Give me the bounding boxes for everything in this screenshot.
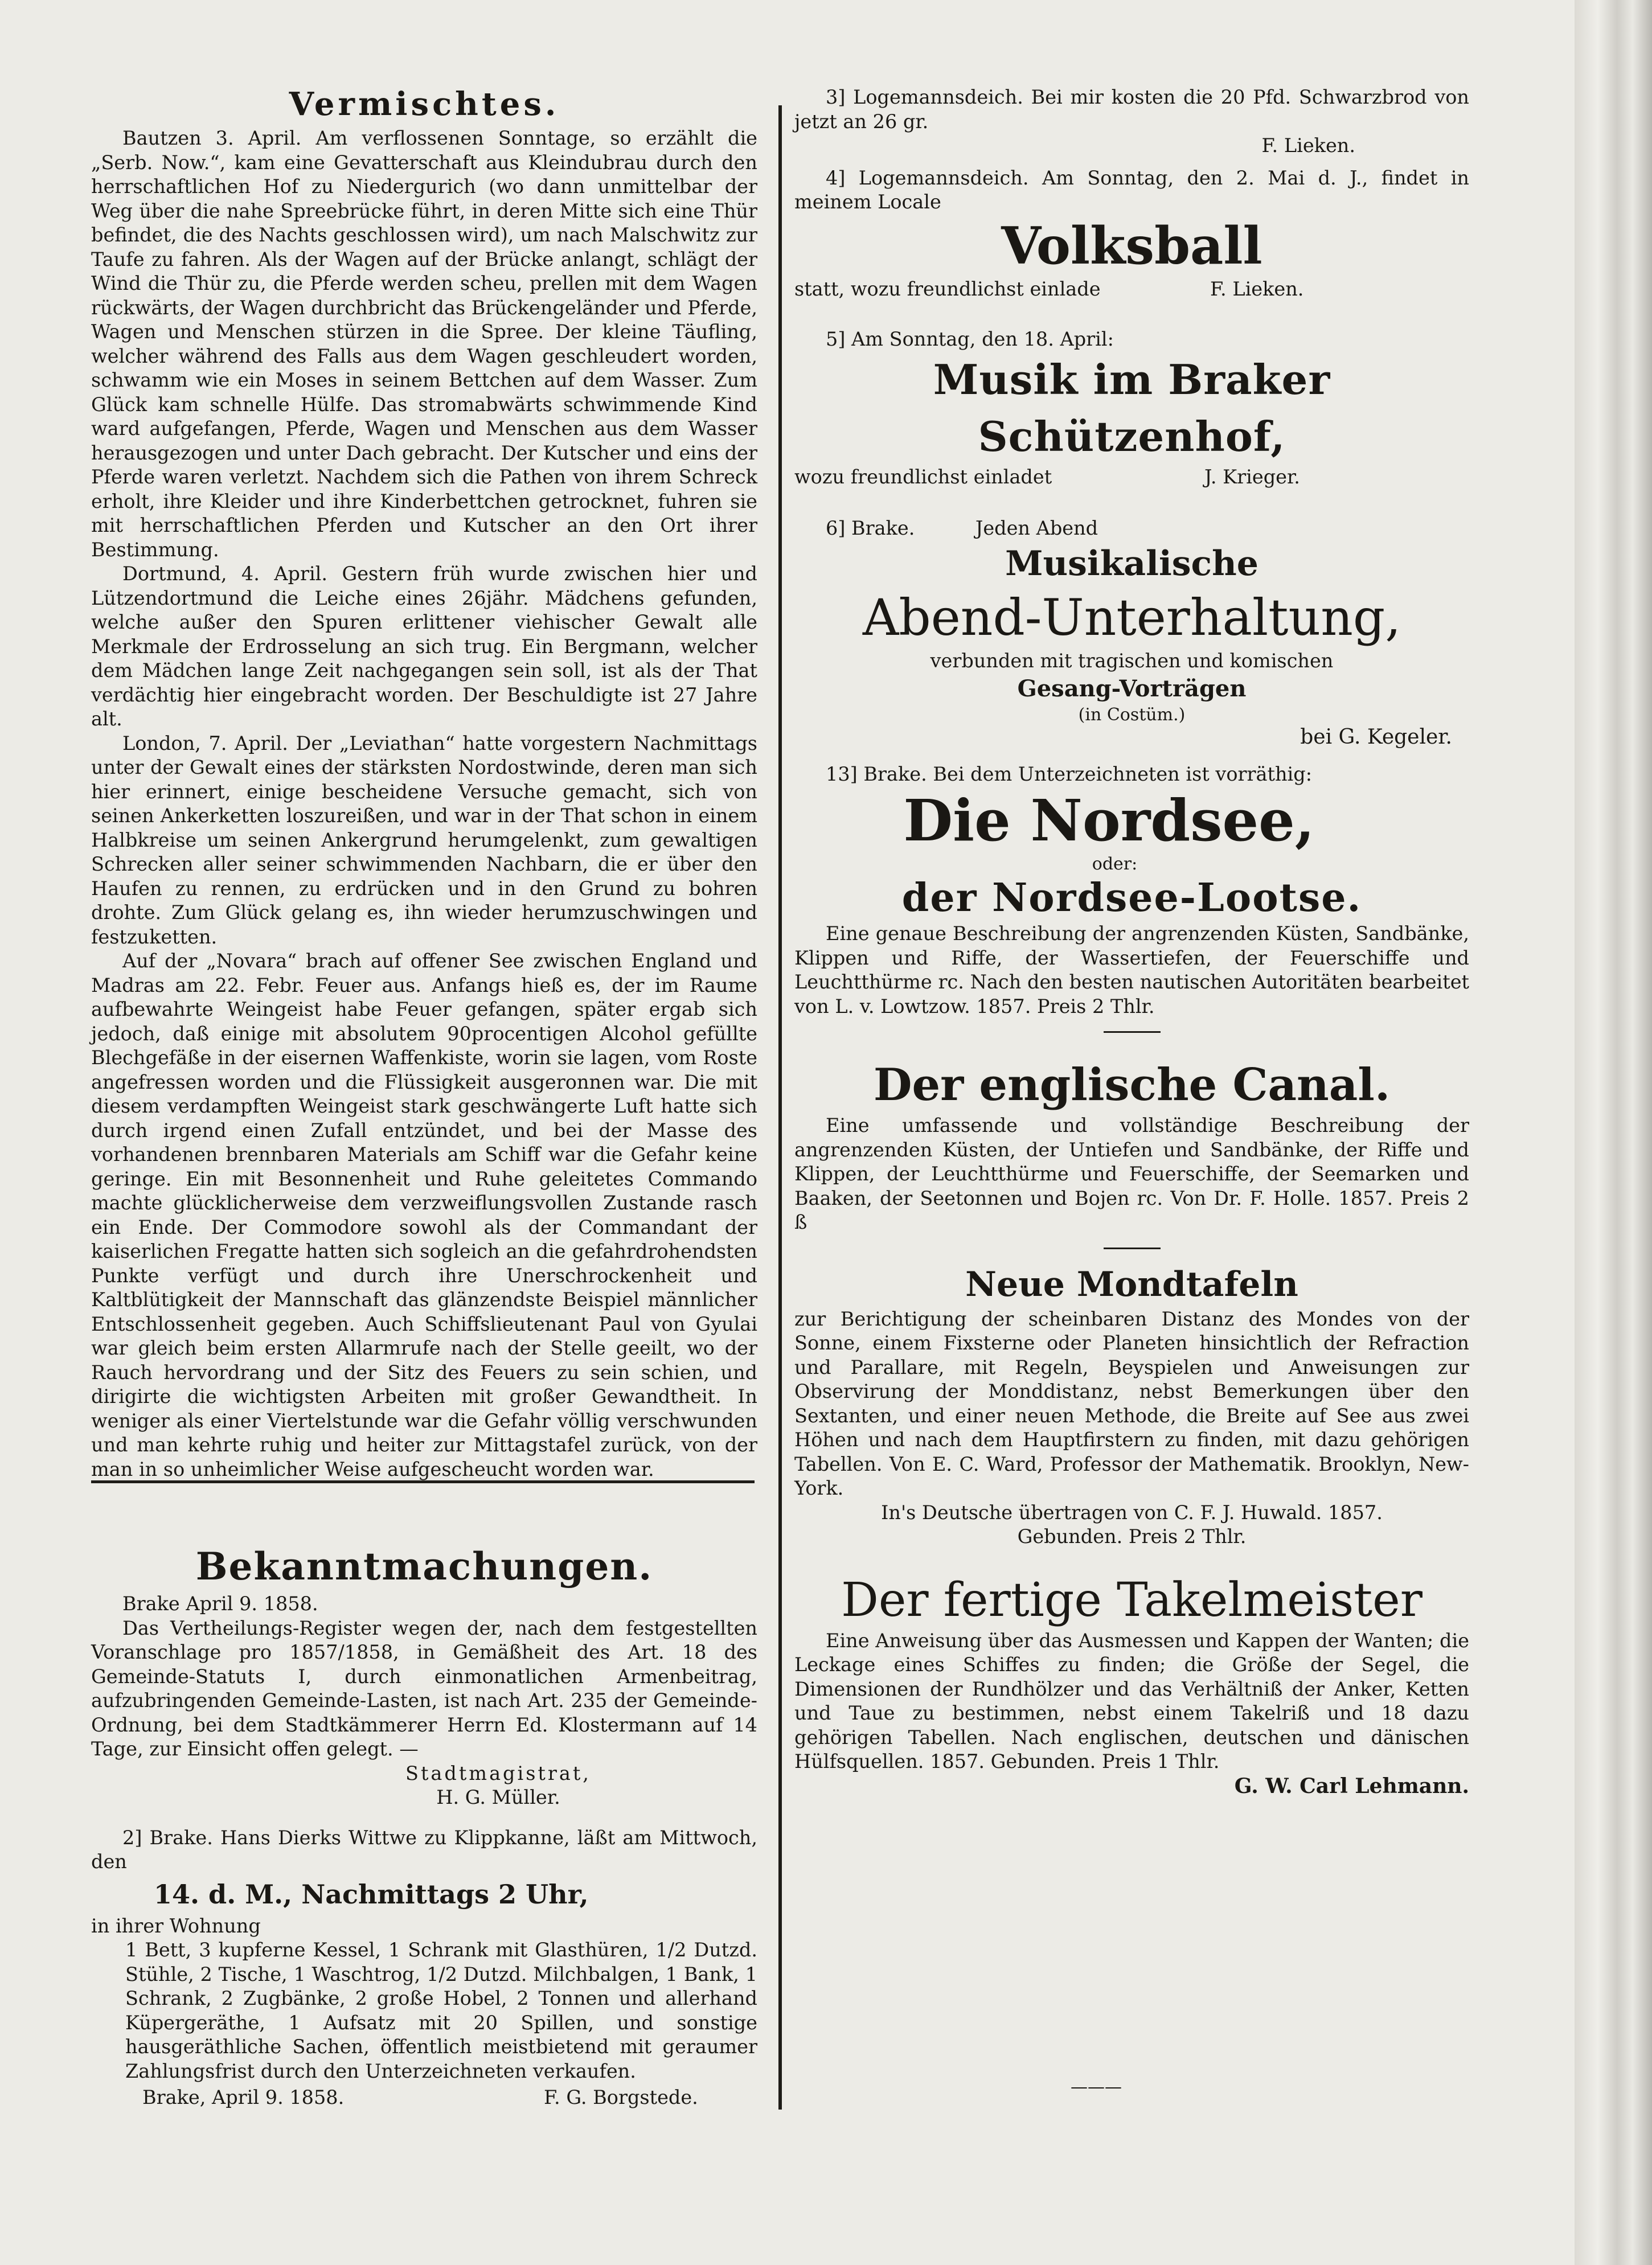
article-dortmund: Dortmund, 4. April. Gestern früh wurde zwischen hier und Lützendortmund die Leiche eines 26jähr. Mädchens gefunden, welche außer den Spuren erlittener viehischer Gewalt alle Merkmale der Erdrosselung an sich trug. Ein Bergmann, welcher dem Mädchen lange Zeit nachgegangen sein soll, ist als der That verdächtig hier eingebracht worden. Der Beschuldigte ist 27 Jahre alt. — [91, 563, 757, 730]
notice2-place-date: Brake, April 9. 1858. — [142, 2086, 345, 2108]
ad6-title-abend-unterhaltung: Abend-Unterhaltung, — [862, 588, 1401, 647]
book-page-edges — [1575, 0, 1652, 2265]
notice2-location: in ihrer Wohnung — [91, 1914, 261, 1937]
ad5-title-schuetzenhof: Musik im Braker Schützenhof, — [933, 355, 1331, 461]
ad6-costume: (in Costüm.) — [1078, 705, 1186, 725]
ad6-subtitle: verbunden mit tragischen und komischen — [930, 649, 1334, 672]
ad4-invite: statt, wozu freundlichst einlade — [794, 277, 1101, 300]
article-novara: Auf der „Novara“ brach auf offener See zwischen England und Madras am 22. Febr. Feuer aus. Anfangs hieß es, der im Raume aufbewahrte Weingeist habe Feuer gefangen, später ergab sich jedoch, daß einige mit absolutem 90procentigen Alcohol gefüllte Blechgefäße in der eisernen Waffenkiste, worin sie lagen, vom Roste angefressen worden und die Flüssigkeit ausgeronnen war. Die mit diesem verdampften Weingeist stark geschwängerte Luft hatte sich durch irgend einen Zufall entzündet, und bei der Masse des vorhandenen brennbaren Materials am Schiff war die Gefahr keine geringe. Ein mit Besonnenheit und Ruhe geleitetes Commando machte glücklicherweise dem verzweiflungsvollen Zustande rasch ein Ende. Der Commodore sowohl als der Commandant der kaiserlichen Fregatte hatten sich sogleich an die gefahrdrohendsten Punkte verfügt und durch ihre Unerschrockenheit und Kaltblütigkeit der Mannschaft das glänzendste Beispiel männlicher Entschlossenheit gegeben. Auch Schiffslieutenant Paul von Gyulai war gleich beim ersten Allarmrufe nach der Stelle geeilt, wo der Rauch hervordrang und der Sitz des Feuers zu sein schien, und dirigirte die wichtigsten Arbeiten mit großer Gewandtheit. In weniger als einer Viertelstunde war die Gefahr völlig verschwunden und man kehrte ruhig und heiter zur Mittagstafel zurück, von der man in so unheimlicher Weise aufgescheucht worden war. — [91, 950, 757, 1480]
book-title-canal: Der englische Canal. — [873, 1059, 1391, 1111]
book-title-takelmeister: Der fertige Takelmeister — [841, 1573, 1423, 1627]
bottom-mark: ——— — [1071, 2077, 1122, 2097]
book-takelmeister-description: Eine Anweisung über das Ausmessen und Kappen der Wanten; die Leckage eines Schiffes zu finden; die Größe der Segel, die Dimensionen der Rundhölzer und das Verhältniß der Anker, Ketten und Taue zu bestimmen, nebst einem Takelriß und 18 dazu gehörigen Tabellen. Nach englischen, deutschen und dänischen Hülfsquellen. 1857. Gebunden. Preis 1 Thlr. — [794, 1629, 1469, 1772]
notice2-item-list: 1 Bett, 3 kupferne Kessel, 1 Schrank mit Glasthüren, 1/2 Dutzd. Stühle, 2 Tische, 1 Waschtrog, 1/2 Dutzd. Milchbalgen, 1 Bank, 1 Schrank, 2 Zugbänke, 2 große Hobel, 2 Tonnen und allerhand Küpergeräthe, 1 Aufsatz mit 20 Spillen, und sonstige hausgeräthliche Sachen, öffentlich meistbietend mit geraumer Zahlungsfrist durch den Unterzeichneten verkaufen. — [125, 1939, 757, 2082]
book-nordsee-description: Eine genaue Beschreibung der angrenzenden Küsten, Sandbänke, Klippen und Riffe, der Wassertiefen, der Feuerschiffe und Leuchtthürme rc. Nach den besten nautischen Autoritäten bearbeitet von L. v. Lowtzow. 1857. Preis 2 Thlr. — [794, 922, 1469, 1017]
separator-rule — [1104, 1248, 1161, 1249]
book-mondtafeln-description: zur Berichtigung der scheinbaren Distanz des Mondes von der Sonne, einem Fixsterne oder Planeten hinsichtlich der Refraction und Parallare, mit Regeln, Beyspielen und Anweisungen zur Observirung der Monddistanz, nebst Bemerkungen über den Sextanten, und einer neuen Methode, die Breite auf See aus zwei Höhen und nach dem Hauptfirstern zu finden, mit dazu gehörigen Tabellen. Von E. C. Ward, Professor der Mathematik. Brooklyn, New-York. — [794, 1307, 1469, 1499]
publisher-signature: G. W. Carl Lehmann. — [1234, 1774, 1469, 1798]
ad5-signature: J. Krieger. — [1204, 466, 1300, 488]
ad6-text: 6] Brake. Jeden Abend — [826, 517, 1098, 539]
column-divider — [778, 105, 782, 2110]
ad4-title-volksball: Volksball — [1001, 215, 1262, 276]
article-london: London, 7. April. Der „Leviathan“ hatte vorgestern Nachmittags unter der Gewalt eines der stärksten Nordostwinde, deren man sich hier erinnert, einige bescheidene Versuche gemacht, sich von seinen Ankerketten loszureißen, und war in der That schon in einem Halbkreise um seinen Ankergrund herumgelenkt, zum gewaltigen Schrecken aller seiner schwimmenden Nachbarn, die er über den Haufen zu rennen, zu erdrücken und in den Grund zu bohren drohte. Zum Glück gelang es, ihn wieder herumzuschwingen und festzuketten. — [91, 732, 757, 948]
ad3-text: 3] Logemannsdeich. Bei mir kosten die 20 Pfd. Schwarzbrod von jetzt an 26 gr. — [794, 86, 1469, 133]
book-mondtafeln-translation: In's Deutsche übertragen von C. F. J. Huwald. 1857. — [881, 1501, 1383, 1524]
ad5-footer — [794, 465, 1469, 489]
section-title-bekanntmachungen: Bekanntmachungen. — [195, 1544, 653, 1589]
ad6-gesang: Gesang-Vorträgen — [1017, 675, 1247, 702]
notice1-signature-name: H. G. Müller. — [436, 1786, 560, 1808]
notice2-footer — [91, 2083, 757, 2112]
left-column — [91, 85, 757, 2112]
book-title-lootse: der Nordsee-Lootse. — [901, 875, 1362, 921]
ad5-text: 5] Am Sonntag, den 18. April: — [826, 327, 1114, 350]
book-title-nordsee: Die Nordsee, — [903, 787, 1315, 854]
article-bautzen: Bautzen 3. April. Am verflossenen Sonntage, so erzählt die „Serb. Now.“, kam eine Gevatterschaft aus Kleindubrau durch den herrschaftlichen Hof zu Niedergurich (wo dann unmittelbar der Weg über die nahe Spreebrücke führt, in deren Mitte sich eine Thür befindet, die des Nachts geschlossen wird), um nach Malschwitz zur Taufe zu fahren. Als der Wagen auf der Brücke anlangt, schlägt der Wind die Thür zu, die Pferde werden scheu, prellen mit dem Wagen rückwärts, der Wagen durchbricht das Brückengeländer und Pferde, Wagen und Menschen stürzen in die Spree. Der kleine Täufling, welcher während des Falls aus dem Wagen geschleudert worden, schwamm wie ein Moses in seinem Bettchen auf dem Wasser. Zum Glück kam schnelle Hülfe. Das stromabwärts schwimmende Kind ward aufgefangen, Pferde, Wagen und Menschen aus dem Wasser herausgezogen und unter Dach gebracht. Der Kutscher und eins der Pferde waren verletzt. Nachdem sich die Pathen von ihrem Schreck erholt, ihre Kleider und ihre Kinderbettchen getrocknet, fuhren sie mit herrschaftlichen Pferden und Kutscher an den Ort ihrer Bestimmung. — [91, 127, 757, 561]
ad6-signature: bei G. Kegeler. — [1300, 725, 1452, 749]
ad3-signature: F. Lieken. — [1261, 134, 1355, 157]
notice2-signature: F. G. Borgstede. — [544, 2086, 698, 2108]
notice2-auction-date: 14. d. M., Nachmittags 2 Uhr, — [154, 1878, 589, 1910]
ad13-text: 13] Brake. Bei dem Unterzeichneten ist vorräthig: — [826, 762, 1313, 785]
book-mondtafeln-price: Gebunden. Preis 2 Thlr. — [1017, 1525, 1247, 1548]
right-column — [794, 85, 1469, 1798]
notice2-text: 2] Brake. Hans Dierks Wittwe zu Klippkanne, läßt am Mittwoch, den — [91, 1826, 757, 1873]
ad4-signature: F. Lieken. — [1210, 277, 1304, 300]
separator-rule — [1104, 1031, 1161, 1033]
book-canal-description: Eine umfassende und vollständige Beschreibung der angrenzenden Küsten, der Untiefen und Sandbänke, der Riffe und Klippen, der Leuchtthürme und Feuerschiffe, der Seemarken und Baaken, der Seetonnen und Bojen rc. Von Dr. F. Holle. 1857. Preis 2 ß — [794, 1114, 1469, 1233]
ad4-text: 4] Logemannsdeich. Am Sonntag, den 2. Mai d. J., findet in meinem Locale — [794, 166, 1469, 213]
book-title-mondtafeln: Neue Mondtafeln — [965, 1264, 1298, 1304]
ad5-invite: wozu freundlichst einladet — [794, 466, 1052, 488]
ad6-title-musikalische: Musikalische — [1005, 543, 1259, 584]
notice1-text: Das Vertheilungs-Register wegen der, nach dem festgestellten Voranschlage pro 1857/1858, in Gemäßheit des Art. 18 des Gemeinde-Statuts I, durch einmonatlichen Armenbeitrag, aufzubringenden Gemeinde-Lasten, ist nach Art. 235 der Gemeinde-Ordnung, bei dem Stadtkämmerer Herrn Ed. Klostermann auf 14 Tage, zur Einsicht offen gelegt. — — [91, 1616, 757, 1760]
section-title-vermischtes: Vermischtes. — [289, 85, 560, 123]
ad4-footer — [794, 277, 1469, 301]
notice1-signature-office: Stadtmagistrat, — [405, 1762, 591, 1784]
book-title-oder: oder: — [1092, 854, 1138, 874]
notice1-date: Brake April 9. 1858. — [122, 1593, 318, 1615]
